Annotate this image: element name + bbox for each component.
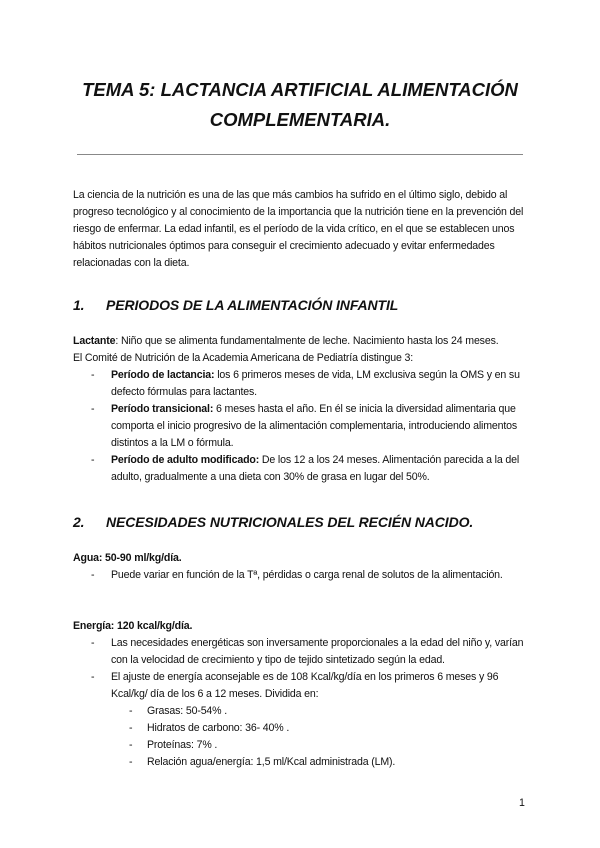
- list-item: [91, 367, 531, 401]
- title-divider: [77, 154, 523, 155]
- list-item: - Grasas: 50-54% .: [129, 703, 531, 720]
- list-item: - Proteínas: 7% .: [129, 737, 531, 754]
- period-label: Período de adulto modificado:: [111, 454, 260, 466]
- document-title: [60, 75, 540, 135]
- period-label: Período transicional:: [111, 403, 214, 415]
- title-line-1: TEMA 5: LACTANCIA ARTIFICIAL ALIMENTACIÓN: [82, 79, 518, 100]
- section-1-body: [73, 333, 531, 486]
- section-2-water: [73, 550, 531, 584]
- energia-list: [73, 635, 531, 703]
- section-1-heading: [73, 297, 398, 313]
- list-item: - Las necesidades energéticas son inversamente proporcionales a la edad del niño y, varían con la velocidad de crecimiento y tipo de tejido sintetizado según la edad.: [91, 635, 531, 669]
- period-text: los 6 primeros meses de vida, LM exclusiva según la OMS y en su defecto fórmulas para lactantes.: [111, 369, 520, 398]
- agua-list: [73, 567, 531, 584]
- intro-text: La ciencia de la nutrición es una de las que más cambios ha sufrido en el último siglo, debido al progreso tecnológico y al conocimiento de la importancia que la nutrición tiene en la prevención del riesgo de enfermar. La edad infantil, es el período de la vida crítico, en el que se establecen unos hábitos nutricionales óptimos para conseguir el crecimiento adecuado y evitar enfermedades relacionadas con la dieta.: [73, 189, 524, 269]
- energia-item-text: El ajuste de energía aconsejable es de 108 Kcal/kg/día en los primeros 6 meses y 96 Kcal/kg/ día de los 6 a 12 meses. Dividida en:: [111, 671, 499, 700]
- list-item: [91, 669, 531, 703]
- title-line-2: COMPLEMENTARIA.: [209, 109, 391, 130]
- committee-text: El Comité de Nutrición de la Academia Americana de Pediatría distingue 3:: [73, 352, 414, 364]
- agua-paragraph: [73, 550, 531, 567]
- list-item: - Hidratos de carbono: 36- 40% .: [129, 720, 531, 737]
- section-2-number: 2.: [73, 514, 85, 530]
- lactante-text: : Niño que se alimenta fundamentalmente de leche. Nacimiento hasta los 24 meses.: [115, 335, 499, 347]
- lactante-label: Lactante: [73, 335, 116, 347]
- section-2-title: NECESIDADES NUTRICIONALES DEL RECIÉN NACIDO.: [106, 514, 474, 530]
- list-item: [91, 452, 531, 486]
- section-1-number: 1.: [73, 297, 85, 313]
- energia-paragraph: [73, 618, 531, 635]
- section-1-title: PERIODOS DE LA ALIMENTACIÓN INFANTIL: [106, 297, 399, 313]
- section-2-energy: [73, 618, 531, 771]
- energia-label: Energía: 120 kcal/kg/día.: [73, 620, 193, 632]
- agua-label: Agua: 50-90 ml/kg/día.: [73, 552, 182, 564]
- section-2-heading: [73, 514, 473, 530]
- lactante-definition: [73, 333, 531, 350]
- period-label: Período de lactancia:: [111, 369, 215, 381]
- intro-paragraph: [73, 187, 529, 272]
- periods-list: [73, 367, 531, 486]
- page-number: 1: [519, 797, 525, 809]
- list-item: - Relación agua/energía: 1,5 ml/Kcal administrada (LM).: [129, 754, 531, 771]
- list-item: [91, 401, 531, 452]
- list-item: - Puede variar en función de la Tª, pérdidas o carga renal de solutos de la alimentación.: [91, 567, 531, 584]
- period-text: 6 meses hasta el año. En él se inicia la diversidad alimentaria que comporta el inicio progresivo de la alimentación complementaria, introduciendo alimentos distintos a la LM o fórmula.: [111, 403, 518, 449]
- period-text: De los 12 a los 24 meses. Alimentación parecida a la del adulto, gradualmente a una dieta con 30% de grasa en lugar del 50%.: [111, 454, 520, 483]
- energy-breakdown-list: [93, 703, 531, 771]
